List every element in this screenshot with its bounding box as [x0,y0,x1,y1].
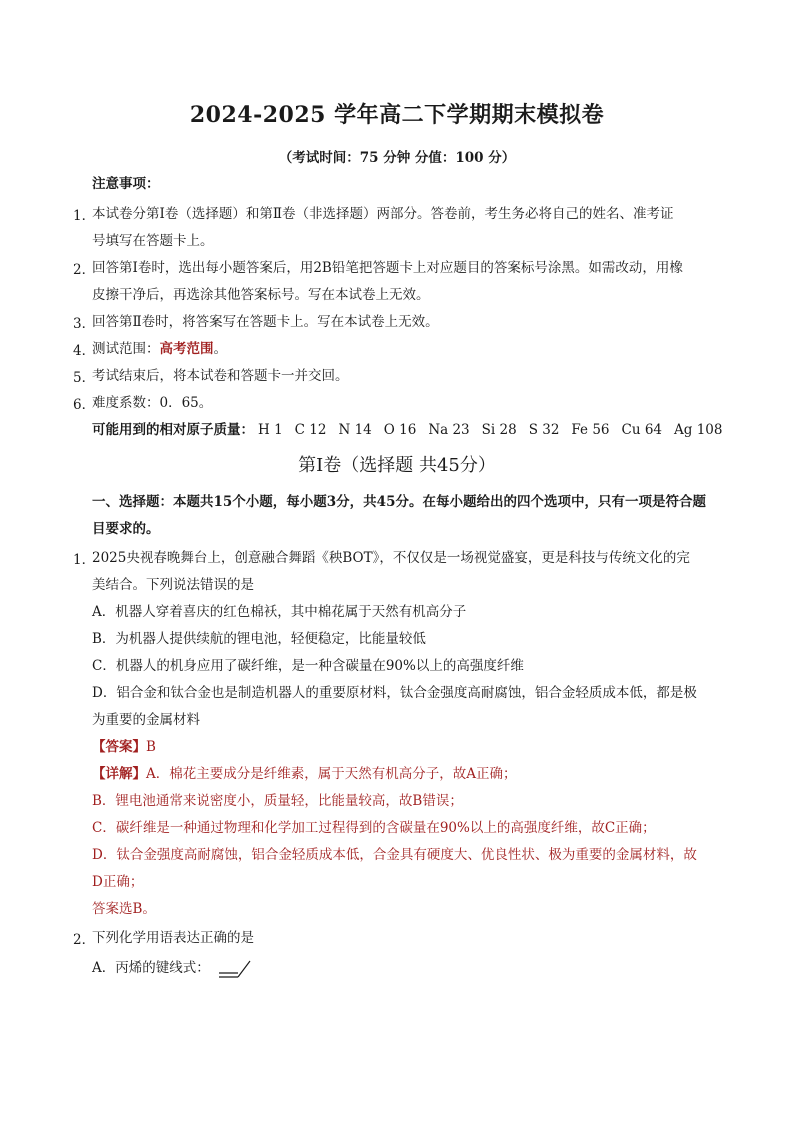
atom-mass: C 12 [294,422,327,438]
q1-explain-line-5: D正确； [92,874,144,890]
explain-label: 【详解】 [92,766,146,782]
atom-mass: N 14 [338,422,372,438]
q1-option-d-line-2: 为重要的金属材料 [92,712,200,728]
instructions-line-2: 目要求的。 [92,521,160,537]
q2-option-a: A．丙烯的键线式： [92,960,210,976]
note-2-line-1: 回答第Ⅰ卷时，选出每小题答案后，用2B铅笔把答题卡上对应题目的答案标号涂黑。如需改动，用橡 [92,260,683,276]
note-4-suffix: 。 [213,341,227,357]
q1-explain-line-4: D．钛合金强度高耐腐蚀，铝合金轻质成本低，合金具有硬度大、优良性状、极为重要的金属材料，故 [92,847,697,863]
q1-option-b: B．为机器人提供续航的锂电池，轻便稳定，比能量较低 [92,631,426,647]
section-title: 第Ⅰ卷（选择题 共45分） [298,455,496,476]
q1-answer [92,737,156,757]
explain-text: A．棉花主要成分是纤维素，属于天然有机高分子，故A正确； [146,766,517,782]
q1-option-d-line-1: D．铝合金和钛合金也是制造机器人的重要原材料，钛合金强度高耐腐蚀，铝合金轻质成本低，都是极 [92,685,697,701]
question-2-number: 2． [73,932,96,948]
note-num-2: 2． [73,262,96,278]
q1-option-a: A．机器人穿着喜庆的红色棉袄，其中棉花属于天然有机高分子 [92,604,467,620]
answer-value: B [146,739,156,755]
note-6-line-1: 难度系数：0．65。 [92,395,213,411]
note-num-5: 5． [73,370,96,386]
note-4-prefix: 测试范围： [92,341,160,357]
note-1-line-2: 号填写在答题卡上。 [92,233,214,249]
atom-mass: Si 28 [481,422,517,438]
note-4-line [92,339,227,359]
atomic-masses-label: 可能用到的相对原子质量： [92,422,254,438]
propene-bond-line-structure [216,958,256,980]
test-scope-highlight: 高考范围 [159,341,214,357]
answer-label: 【答案】 [92,739,146,755]
note-5-line-1: 考试结束后，将本试卷和答题卡一并交回。 [92,368,349,384]
note-num-1: 1． [73,208,96,224]
note-3-line-1: 回答第Ⅱ卷时，将答案写在答题卡上。写在本试卷上无效。 [92,314,439,330]
q1-explain-line-2: B．锂电池通常来说密度小，质量轻，比能量较高，故B错误； [92,793,463,809]
q1-explain-line-6: 答案选B。 [92,901,156,917]
q1-explain-line-1 [92,764,517,784]
q1-option-c: C．机器人的机身应用了碳纤维，是一种含碳量在90%以上的高强度纤维 [92,658,524,674]
question-2-stem: 下列化学用语表达正确的是 [92,930,254,946]
exam-info: （考试时间：75 分钟 分值：100 分） [278,150,516,166]
notes-heading: 注意事项： [92,176,160,192]
instructions-line-1: 一、选择题：本题共15个小题，每小题3分，共45分。在每小题给出的四个选项中，只有一项是符合题 [92,494,706,510]
note-2-line-2: 皮擦干净后，再选涂其他答案标号。写在本试卷上无效。 [92,287,430,303]
atom-mass: Fe 56 [571,422,610,438]
note-num-4: 4． [73,343,96,359]
question-1-stem-line-1: 2025央视春晚舞台上，创意融合舞蹈《秧BOT》，不仅仅是一场视觉盛宴，更是科技与传统文化的完 [92,550,690,566]
atom-mass: H 1 [258,422,283,438]
q1-explain-line-3: C．碳纤维是一种通过物理和化学加工过程得到的含碳量在90%以上的高强度纤维，故C正确； [92,820,656,836]
note-num-6: 6． [73,397,96,413]
atom-mass: Ag 108 [674,422,723,438]
question-1-number: 1． [73,552,96,568]
atomic-masses [92,420,734,440]
note-1-line-1: 本试卷分第Ⅰ卷（选择题）和第Ⅱ卷（非选择题）两部分。答卷前，考生务必将自己的姓名、准考证 [92,206,674,222]
question-1-stem-line-2: 美结合。下列说法错误的是 [92,577,254,593]
page-title: 2024-2025 学年高二下学期期末模拟卷 [189,102,605,128]
atom-mass: Cu 64 [621,422,663,438]
atom-mass: O 16 [383,422,417,438]
atom-mass: Na 23 [428,422,470,438]
note-num-3: 3． [73,316,96,332]
atom-mass: S 32 [528,422,560,438]
